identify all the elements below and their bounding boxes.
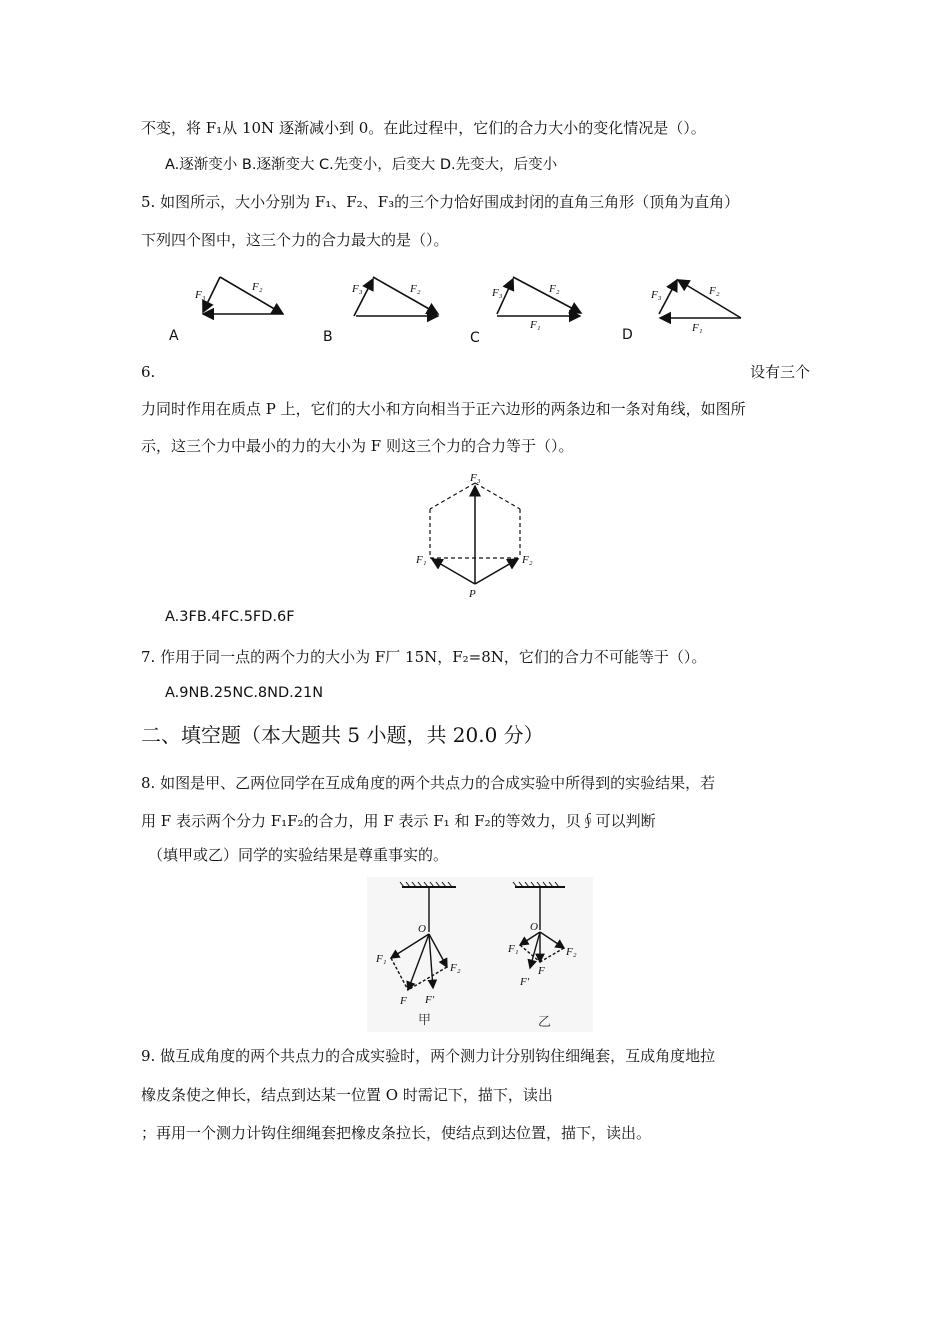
- q8-experiment-figure: [365, 875, 595, 1035]
- q7-options: A.9NB.25NC.8ND.21N: [165, 685, 324, 701]
- q5-stem-line1: 5. 如图所示，大小分别为 F₁、F₂、F₃的三个力恰好围成封闭的直角三角形（顶角为直角）: [141, 193, 740, 211]
- q5-a-f3: F₃: [195, 289, 206, 301]
- q5-figure-d: [659, 280, 741, 318]
- q5-label-a: A: [169, 328, 179, 344]
- q6-hexagon-figure: [410, 470, 550, 605]
- q8-yi-f1: F₁: [508, 943, 519, 955]
- q4-stem-tail: 不变，将 F₁从 10N 逐渐减小到 0。在此过程中，它们的合力大小的变化情况是（）。: [141, 119, 706, 137]
- q5-b-f2: F₂: [410, 283, 421, 295]
- q5-label-d: D: [622, 327, 633, 343]
- q8-jia-o: O: [418, 923, 426, 935]
- q8-stem-line1: 8. 如图是甲、乙两位同学在互成角度的两个共点力的合成实验中所得到的实验结果，若: [141, 774, 716, 792]
- q8-stem-line2: 用 F 表示两个分力 F₁F₂的合力，用 F 表示 F₁ 和 F₂的等效力，贝∮可以判断: [141, 812, 656, 830]
- q5-figure-c: [497, 277, 581, 316]
- q6-stem-line3: 示，这三个力中最小的力的大小为 F 则这三个力的合力等于（）。: [141, 437, 574, 455]
- q8-yi-f: F: [538, 965, 545, 977]
- q8-jia-f2: F₂: [450, 962, 461, 974]
- q8-yi-o: O: [530, 921, 538, 933]
- q5-d-f3: F₃: [651, 289, 662, 301]
- q6-f3: F₃: [470, 472, 481, 484]
- q5-figure-a: [203, 277, 283, 314]
- q7-stem: 7. 作用于同一点的两个力的大小为 F厂 15N，F₂=8N，它们的合力不可能等于（）。: [141, 648, 707, 666]
- q5-c-f3: F₃: [492, 287, 503, 299]
- q5-label-b: B: [323, 329, 333, 345]
- section2-heading: 二、填空题（本大题共 5 小题，共 20.0 分）: [141, 723, 544, 747]
- q8-jia-fp: F': [425, 994, 435, 1006]
- q8-label-jia: 甲: [418, 1012, 432, 1027]
- q6-number: 6.: [141, 363, 156, 381]
- q9-stem-line1: 9. 做互成角度的两个共点力的合成实验时，两个测力计分别钩住细绳套，互成角度地拉: [141, 1047, 716, 1065]
- q5-stem-line2: 下列四个图中，这三个力的合力最大的是（）。: [141, 231, 449, 249]
- q8-label-yi: 乙: [538, 1014, 552, 1029]
- q5-figure-b: [354, 277, 438, 316]
- q6-p: P: [469, 588, 476, 600]
- q6-f2: F₂: [522, 554, 533, 566]
- q8-yi-fp: F': [520, 976, 530, 988]
- q6-options: A.3FB.4FC.5FD.6F: [165, 609, 295, 625]
- q9-stem-line2: 橡皮条使之伸长，结点到达某一位置 O 时需记下，描下，读出: [141, 1086, 553, 1104]
- q5-label-c: C: [470, 330, 480, 346]
- q4-options: A.逐渐变小 B.逐渐变大 C.先变小，后变大 D.先变大，后变小: [165, 157, 558, 173]
- q9-stem-line3: ；再用一个测力计钩住细绳套把橡皮条拉长，使结点到达位置，描下，读出。: [141, 1124, 652, 1142]
- q8-stem-line3: （填甲或乙）同学的实验结果是尊重事实的。: [148, 846, 449, 864]
- q5-c-f1: F₁: [530, 319, 541, 331]
- q6-f1: F₁: [416, 554, 427, 566]
- q5-d-f2: F₂: [709, 285, 720, 297]
- q6-stem-right: 设有三个: [749, 363, 810, 381]
- q8-yi-f2: F₂: [566, 946, 577, 958]
- q5-c-f2: F₂: [549, 283, 560, 295]
- q8-jia-f1: F₁: [376, 953, 387, 965]
- q8-jia-f: F: [400, 995, 407, 1007]
- q6-stem-line2: 力同时作用在质点 P 上，它们的大小和方向相当于正六边形的两条边和一条对角线，如图所: [141, 400, 746, 418]
- q5-b-f3: F₃: [352, 283, 363, 295]
- q5-d-f1: F₁: [692, 322, 703, 334]
- q5-a-f2: F₂: [252, 281, 263, 293]
